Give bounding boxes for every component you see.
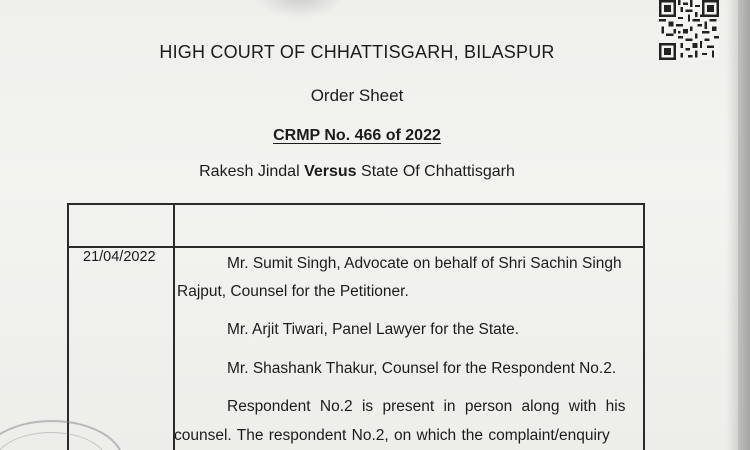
- table-right-border: [643, 203, 645, 450]
- table-column-divider: [173, 203, 175, 450]
- versus-label: Versus: [304, 163, 357, 180]
- court-title: HIGH COURT OF CHHATTISGARH, BILASPUR: [159, 42, 555, 62]
- order-date: 21/04/2022: [83, 249, 156, 265]
- order-line: Mr. Arjit Tiwari, Panel Lawyer for the State.: [227, 321, 520, 338]
- case-parties: [0, 163, 714, 181]
- case-number: [0, 127, 714, 145]
- petitioner-name: Rakesh Jindal: [199, 163, 300, 180]
- table-top-border: [67, 203, 645, 205]
- table-left-border: [67, 203, 69, 450]
- sheet-type-heading: Order Sheet: [310, 86, 404, 105]
- order-line: Mr. Sumit Singh, Advocate on behalf of Shri Sachin Singh: [227, 255, 622, 272]
- table-header-bottom-border: [67, 246, 645, 248]
- order-line: Rajput, Counsel for the Petitioner.: [177, 283, 409, 300]
- order-line: counsel. The respondent No.2, on which the complaint/enquiry: [174, 427, 610, 444]
- order-line: Mr. Shashank Thakur, Counsel for the Respondent No.2.: [227, 360, 617, 377]
- respondent-name: State Of Chhattisgarh: [361, 163, 515, 180]
- case-number-text: CRMP No. 466 of 2022: [273, 127, 441, 144]
- page-edge-shadow: [726, 0, 750, 450]
- order-line: Respondent No.2 is present in person along with his: [227, 398, 626, 415]
- paper-shadow: [255, 0, 345, 18]
